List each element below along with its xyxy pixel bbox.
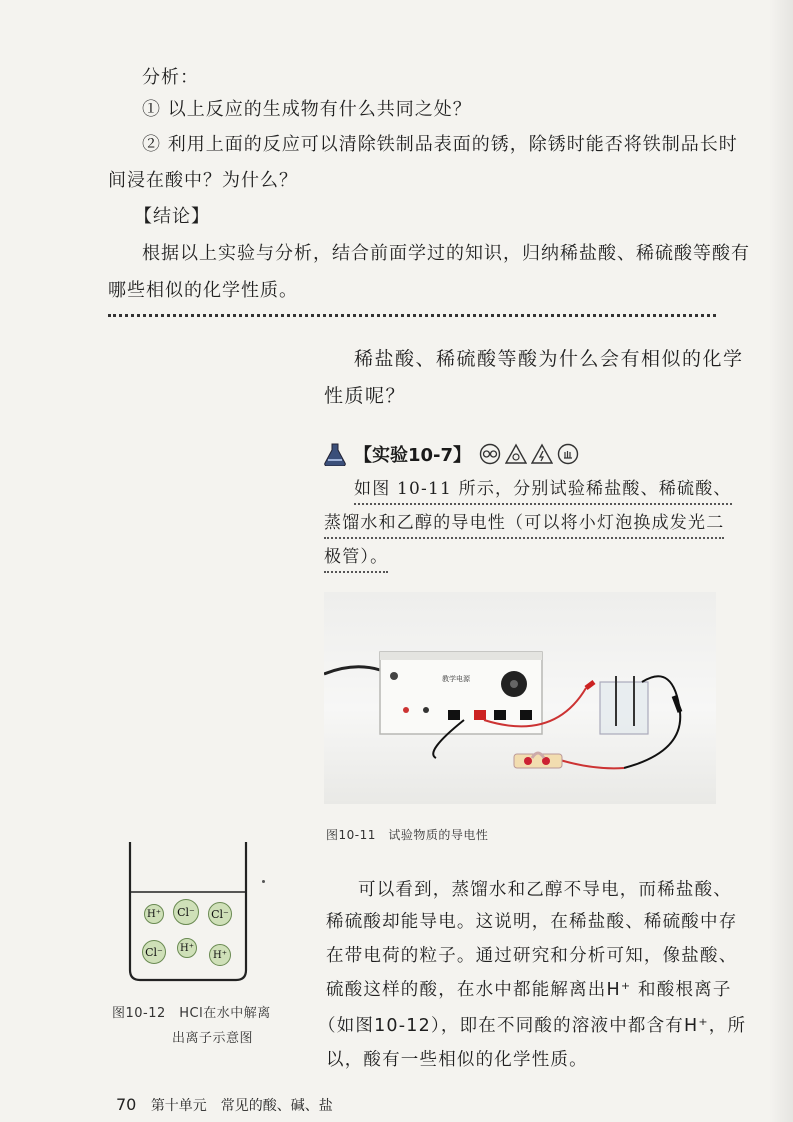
- analysis-question-2-line2: 间浸在酸中？为什么？: [108, 170, 298, 191]
- explanation-line-1: 可以看到，蒸馏水和乙醇不导电，而稀盐酸、: [358, 880, 732, 900]
- flask-icon: [324, 442, 346, 466]
- conductivity-photo: [324, 592, 716, 804]
- speck: [262, 880, 265, 883]
- ion-3: Cl⁻: [142, 940, 166, 964]
- unit-title: 第十单元 常见的酸、碱、盐: [150, 1098, 333, 1114]
- page-footer: [116, 1095, 333, 1115]
- experiment-line-2: 蒸馏水和乙醇的导电性（可以将小灯泡换成发光二: [324, 512, 724, 539]
- explanation-line-5: （如图10-12），即在不同酸的溶液中都含有H⁺，所: [318, 1016, 747, 1036]
- analysis-question-1: ① 以上反应的生成物有什么共同之处？: [142, 99, 472, 120]
- goggles-icon: [479, 443, 501, 465]
- wash-hands-icon: [557, 443, 579, 465]
- explanation-line-3: 在带电荷的粒子。通过研究和分析可知，像盐酸、: [326, 946, 738, 966]
- figure-10-11-caption: 图10-11 试验物质的导电性: [326, 828, 489, 842]
- conclusion-label: 【结论】: [134, 206, 210, 227]
- page-number: 70: [116, 1095, 137, 1114]
- ion-2: Cl⁻: [208, 902, 232, 926]
- electric-icon: [531, 443, 553, 465]
- experiment-header: [324, 440, 579, 468]
- explanation-line-2: 稀硫酸却能导电。这说明，在稀盐酸、稀硫酸中存: [326, 912, 738, 932]
- question-line-2: 性质呢？: [324, 385, 407, 407]
- question-line-1: 稀盐酸、稀硫酸等酸为什么会有相似的化学: [354, 348, 744, 370]
- analysis-label: 分析：: [142, 67, 199, 88]
- experiment-title: 【实验10-7】: [354, 445, 472, 466]
- section-divider: [108, 314, 716, 317]
- hazard-icon: [505, 443, 527, 465]
- ion-1: Cl⁻: [173, 899, 199, 925]
- ion-0: H⁺: [144, 904, 164, 924]
- safety-icons: [479, 443, 579, 465]
- page-edge-shadow: [769, 0, 793, 1122]
- device-label: 教学电源: [442, 675, 470, 683]
- analysis-question-2-line1: ② 利用上面的反应可以清除铁制品表面的锈，除锈时能否将铁制品长时: [142, 134, 738, 155]
- explanation-line-6: 以，酸有一些相似的化学性质。: [326, 1050, 588, 1070]
- figure-10-12-caption-line-2: 出离子示意图: [172, 1031, 254, 1046]
- conclusion-line-1: 根据以上实验与分析，结合前面学过的知识，归纳稀盐酸、稀硫酸等酸有: [142, 243, 750, 264]
- conductivity-apparatus-illustration: [324, 592, 716, 804]
- explanation-line-4: 硫酸这样的酸，在水中都能解离出H⁺ 和酸根离子: [326, 980, 732, 1000]
- experiment-line-1: 如图 10-11 所示，分别试验稀盐酸、稀硫酸、: [354, 478, 732, 505]
- figure-10-12-caption-line-1: 图10-12 HCl在水中解离: [112, 1006, 271, 1021]
- conclusion-line-2: 哪些相似的化学性质。: [108, 280, 298, 301]
- ion-5: H⁺: [209, 944, 231, 966]
- ion-4: H⁺: [177, 938, 197, 958]
- experiment-line-3: 极管）。: [324, 546, 388, 573]
